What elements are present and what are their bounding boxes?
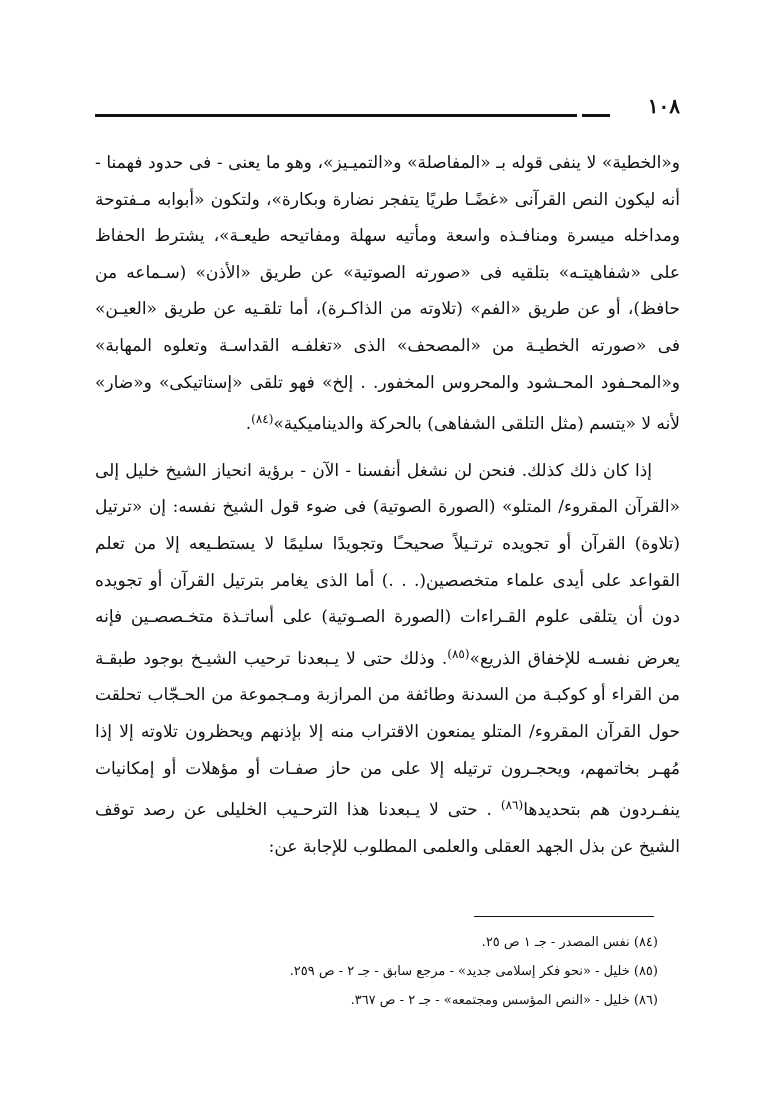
footnote-84: (٨٤) نفس المصدر - جـ ١ ص ٢٥.	[481, 935, 658, 950]
paragraph-1-text: و«الخطية» لا ينفى قوله بـ «المفاصلة» و«التميـيز»، وهو ما يعنى - فى حدود فهمنا - أنه ليكون النص القرآنى «غضًـا طريًا يتفجر نضارة وبكارة»، ولتكون «أبوابه مـفتوحة ومداخله ميسرة ومنافـذه واسعة ومأتيه سهلة ومفاتيحه طيعـة»، يشترط الحفاظ على «شفاهيتـه» بتلقيه فى «صورته الصوتية» عن طريق «الأذن» (سـماعه من حافظ)، أو عن طريق «الفم» (تلاوته من الذاكـرة)، أما تلقـيه عن طريق «العيـن» فى «صورته الخطيـة من «المصحف» الذى «تغلفـه القداسـة وتعلوه المهابة» و«المحـفود المحـشود والمحروس المخفور. . إلخ» فهو تلقى «إستاتيكى» و«ضار» لأنه لا «يتسم (مثل التلقى الشفاهى) بالحركة والديناميكية»	[95, 153, 680, 435]
paragraph-2-tail-2: . حتى لا يـبعدنا هذا الترحـيب الخليلى عن رصد توقف الشيخ عن بذل الجهد العقلى والعلمى المطلوب للإجابة عن:	[95, 800, 680, 857]
footnote-85: (٨٥) خليل - «نحو فكر إسلامى جديد» - مرجع سابق - جـ ٢ - ص ٢٥٩.	[289, 964, 658, 979]
footnote-ref-86: (٨٦)	[500, 798, 524, 813]
paragraph-2	[95, 453, 680, 866]
footnotes	[120, 928, 658, 1015]
paragraph-2-tail: . وذلك حتى لا يـبعدنا ترحيب الشيـخ بوجود طبقـة من القراء أو كوكبـة من السدنة وطائفة من المرازبة ومـجموعة من الحـجّاب تحلقت حول القرآن المقروء/ المتلو يمنعون الاقتراب منه إلا بإذنهم ويحظرون تلاوته إلا إذا مُهـر بخاتمهم، ويحجـرون ترتيله إلا على من حاز صفـات أو مؤهلات أو إمكانيات ينفـردون هم بتحديدها	[95, 648, 681, 821]
footnote-ref-84: (٨٤)	[251, 412, 274, 427]
paragraph-1	[95, 145, 680, 443]
footnote-86: (٨٦) خليل - «النص المؤسس ومجتمعه» - جـ ٢ - ص ٣٦٧.	[350, 993, 658, 1008]
page-number: ١٠٨	[647, 94, 680, 118]
footnote-rule	[474, 916, 654, 917]
page-header	[95, 92, 680, 122]
main-text	[95, 145, 680, 865]
footnote-ref-85: (٨٥)	[447, 646, 470, 661]
header-rule	[95, 114, 577, 117]
paragraph-2-text: إذا كان ذلك كذلك. فنحن لن نشغل أنفسنا - الآن - برؤية انحياز الشيخ خليل إلى «القرآن المقروء/ المتلو» (الصورة الصوتية) فى ضوء قول الشيخ نفسه: إن «ترتيل (تلاوة) القرآن أو تجويده ترتـيلاً صحيحـًا وتجويدًا سليمًا لا يستطـيعه إلا من تعلم القواعد على أيدى علماء متخصصين(. . .) أما الذى يغامر بترتيل القرآن أو تجويده دون أن يتلقى علوم القـراءات (الصورة الصـوتية) على أساتـذة متخـصصـين فإنه يعرض نفسـه للإخفاق الذريع»	[95, 460, 680, 669]
paragraph-1-tail: .	[245, 414, 252, 435]
